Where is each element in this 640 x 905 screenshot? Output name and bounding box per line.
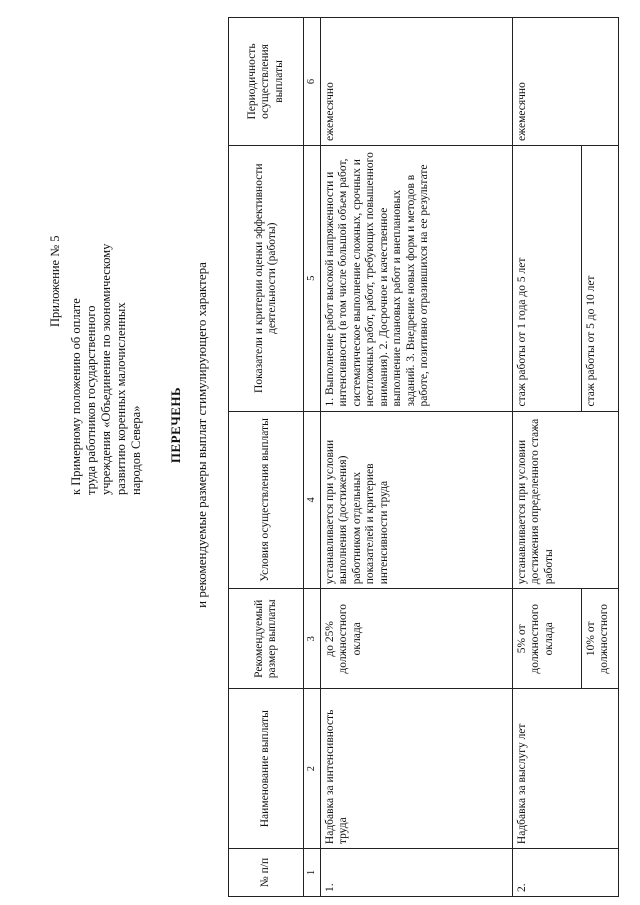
annex-line: труда работников государственного <box>84 305 98 495</box>
payment-criteria: 1. Выполнение работ высокой напряженности и интенсивности (в том числе большой объем работ, систематическое выполнение сложных, срочных и неотложных работ, работ, требующих повышенного внимания). 2. Досрочное и качественное выполнение плановых работ и внеплановых заданий. 3. Внедрение новых форм и методов в работе, позитивно отразившихся на ее результате <box>320 145 512 411</box>
index-cell: 4 <box>304 411 321 589</box>
payment-size: 5% от должностного оклада <box>512 589 581 689</box>
header-cell: Периодичность осуществления выплаты <box>229 18 304 146</box>
header-cell: Рекомендуемый размер выплаты <box>229 589 304 689</box>
index-cell: 5 <box>304 145 321 411</box>
payment-period: ежемесячно <box>512 18 618 146</box>
index-cell: 6 <box>304 18 321 146</box>
index-cell: 3 <box>304 589 321 689</box>
payment-name: Надбавка за интенсивность труда <box>320 689 512 849</box>
table-row <box>512 18 581 897</box>
column-index-row <box>304 18 321 897</box>
header-cell: № п/п <box>229 849 304 897</box>
row-number: 1. <box>320 849 512 897</box>
header-cell: Показатели и критерии оценки эффективности деятельности (работы) <box>229 145 304 411</box>
payment-conditions: устанавливается при условии достижения определенного стажа работы <box>512 411 618 589</box>
payment-conditions: устанавливается при условии выполнения (достижения) работником отдельных показателей и критериев интенсивности труда <box>320 411 512 589</box>
annex-line: народов Севера» <box>129 405 143 495</box>
index-cell: 1 <box>304 849 321 897</box>
table-row <box>320 18 512 897</box>
payment-period: ежемесячно <box>320 18 512 146</box>
annex-number: Приложение № 5 <box>48 235 62 327</box>
document-title: ПЕРЕЧЕНЬ <box>168 386 183 464</box>
annex-line: к Примерному положению об оплате <box>69 298 83 495</box>
payment-size: до 25% должностного оклада <box>320 589 512 689</box>
annex-block <box>48 45 144 495</box>
annex-line: учреждения «Объединение по экономическому <box>99 243 113 495</box>
index-cell: 2 <box>304 689 321 849</box>
annex-line: развитию коренных малочисленных <box>114 302 128 495</box>
payments-table <box>228 17 619 897</box>
row-number: 2. <box>512 849 618 897</box>
payment-size: 10% от должностного <box>581 589 618 689</box>
payment-name: Надбавка за выслугу лет <box>512 689 618 849</box>
table-header-row <box>229 18 304 897</box>
document-subtitle: и рекомендуемые размеры выплат стимулирующего характера <box>194 262 209 608</box>
header-cell: Условия осуществления выплаты <box>229 411 304 589</box>
payment-criteria: стаж работы от 5 до 10 лет <box>581 145 618 411</box>
payment-criteria: стаж работы от 1 года до 5 лет <box>512 145 581 411</box>
header-cell: Наименование выплаты <box>229 689 304 849</box>
